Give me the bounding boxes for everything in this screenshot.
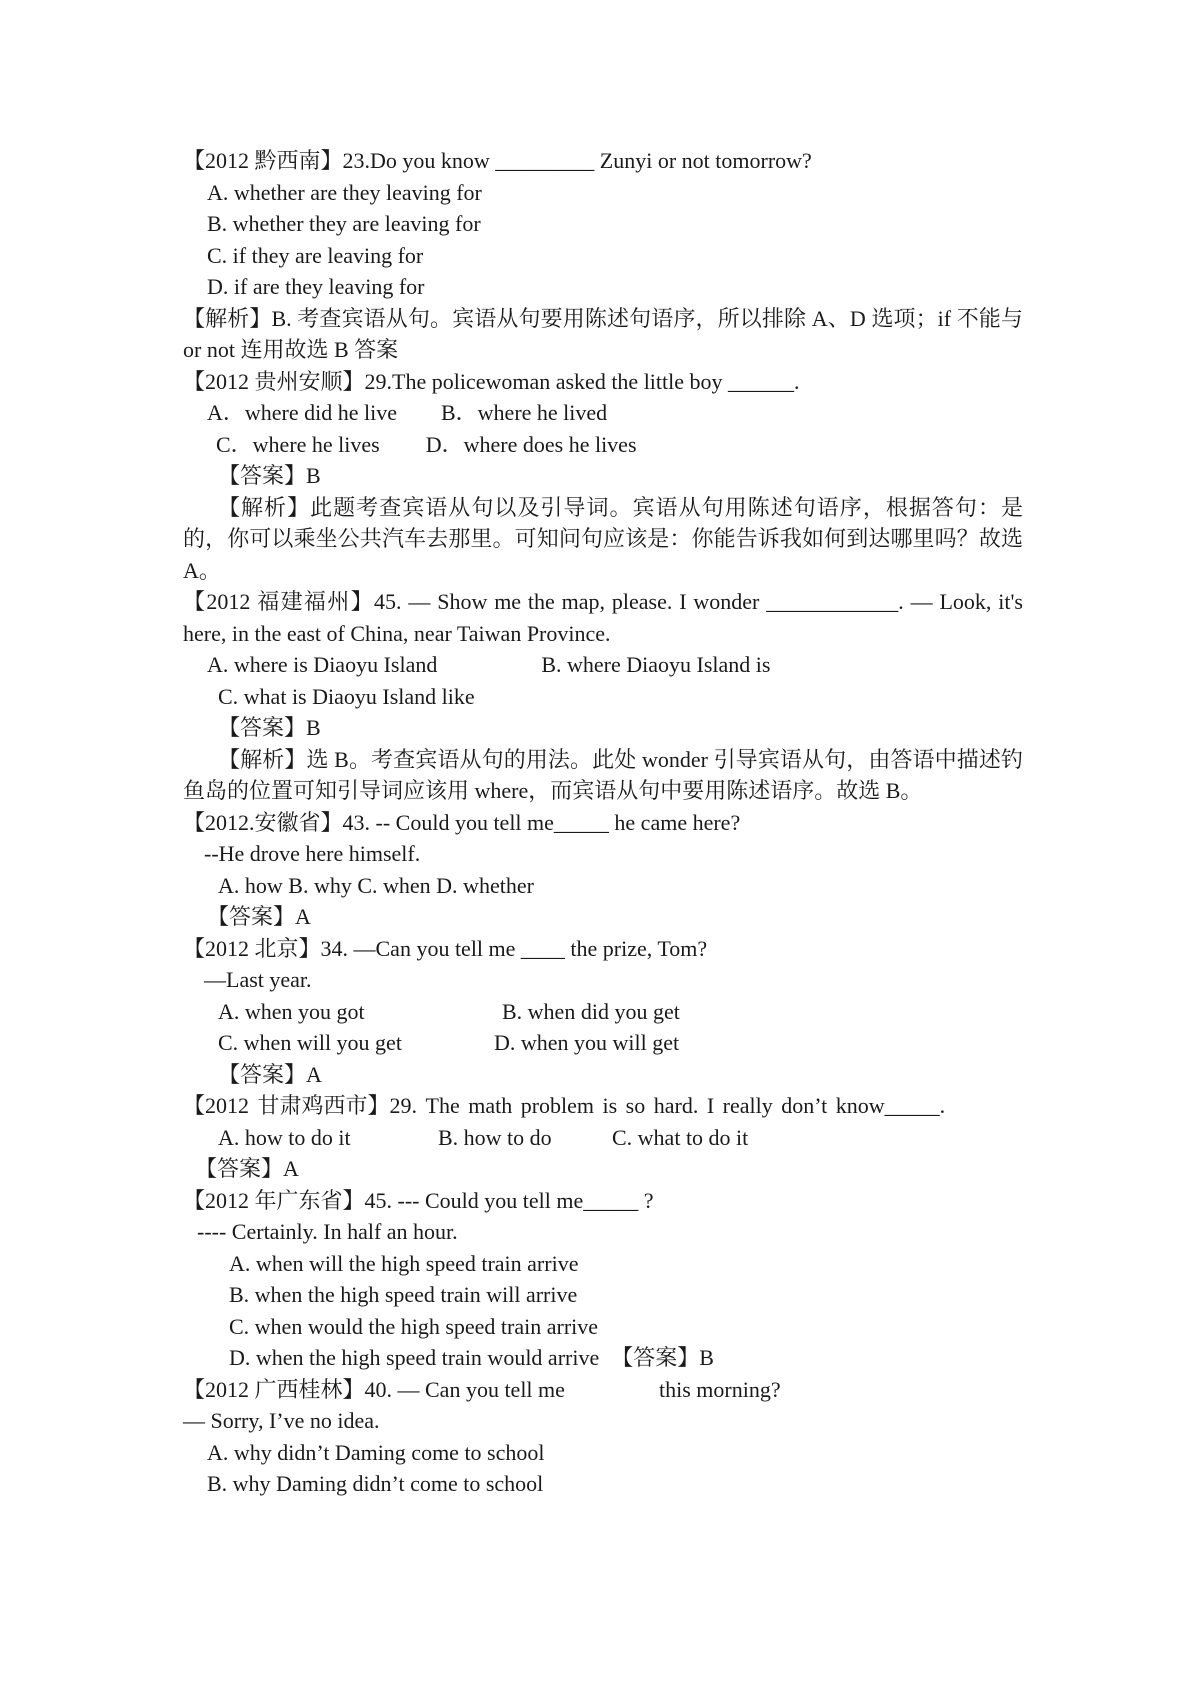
question-header: 【2012 贵州安顺】29.The policewoman asked the little boy ______. bbox=[183, 368, 800, 394]
answer-label: 【答案】B bbox=[218, 463, 321, 488]
option: B. where Diaoyu Island is bbox=[541, 652, 771, 677]
option: B．where he lived bbox=[441, 400, 608, 425]
option: C. if they are leaving for bbox=[207, 242, 424, 268]
question-stem: 【2012 广西桂林】40. — Can you tell me bbox=[183, 1376, 565, 1402]
option: A. when you got bbox=[218, 998, 365, 1024]
question-header: 【2012 甘肃鸡西市】29. The math problem is so hard. I really don’t know_____. bbox=[183, 1093, 946, 1118]
option: A. when will the high speed train arrive bbox=[229, 1250, 579, 1276]
option: A. why didn’t Daming come to school bbox=[207, 1439, 545, 1465]
option-row bbox=[183, 996, 1023, 1028]
option: B. when did you get bbox=[502, 998, 680, 1024]
answer-label: 【答案】A bbox=[195, 1156, 299, 1181]
option: A. how B. why C. when D. whether bbox=[218, 872, 534, 898]
document-page bbox=[183, 145, 1023, 1500]
option: D. when the high speed train would arrive bbox=[229, 1345, 600, 1370]
question-header: 【2012.安徽省】43. -- Could you tell me_____ he came here? bbox=[183, 809, 741, 835]
dialogue-line: --He drove here himself. bbox=[204, 841, 421, 866]
answer-label: 【答案】A bbox=[218, 1061, 322, 1087]
option: C. what is Diaoyu Island like bbox=[218, 683, 475, 709]
dialogue-line: —Last year. bbox=[204, 967, 312, 992]
question-header bbox=[183, 1374, 1023, 1406]
option: C. what to do it bbox=[612, 1124, 749, 1150]
question-header: 【2012 北京】34. —Can you tell me ____ the prize, Tom? bbox=[183, 935, 708, 961]
option: B. how to do bbox=[438, 1124, 552, 1150]
answer-label: 【答案】B bbox=[218, 715, 321, 740]
analysis-text: 【解析】B. 考查宾语从句。宾语从句要用陈述句语序，所以排除 A、D 选项；if 不能与 or not 连用故选 B 答案 bbox=[183, 305, 1023, 362]
option: C. when would the high speed train arrive bbox=[229, 1313, 599, 1339]
option: B. whether they are leaving for bbox=[207, 211, 481, 236]
answer-label: 【答案】A bbox=[207, 904, 311, 929]
analysis-text: 【解析】选 B。考查宾语从句的用法。此处 wonder 引导宾语从句，由答语中描述钓鱼岛的位置可知引导词应该用 where，而宾语从句中要用陈述语序。故选 B。 bbox=[183, 746, 1023, 803]
option-row bbox=[183, 1122, 1023, 1154]
option-row bbox=[183, 429, 1023, 461]
dialogue-line: — Sorry, I’ve no idea. bbox=[183, 1408, 380, 1433]
option-row bbox=[183, 1342, 1023, 1374]
question-header: 【2012 福建福州】45. — Show me the map, please. I wonder ____________. — Look, it's here, in the east of China, near Taiwan Province. bbox=[183, 589, 1023, 646]
option: D. if are they leaving for bbox=[207, 274, 425, 299]
answer-label: 【答案】B bbox=[611, 1345, 714, 1370]
option: A. where is Diaoyu Island bbox=[207, 652, 438, 677]
option-row bbox=[183, 397, 1023, 429]
question-header: 【2012 黔西南】23.Do you know _________ Zunyi or not tomorrow? bbox=[183, 148, 812, 173]
option: A. how to do it bbox=[218, 1124, 351, 1150]
option: C．where he lives bbox=[216, 431, 380, 457]
option: A．where did he live bbox=[207, 400, 397, 425]
option: B. why Daming didn’t come to school bbox=[207, 1471, 544, 1496]
option: A. whether are they leaving for bbox=[207, 179, 482, 205]
option: C. when will you get bbox=[218, 1030, 402, 1055]
dialogue-line: ---- Certainly. In half an hour. bbox=[197, 1219, 458, 1244]
option: B. when the high speed train will arrive bbox=[229, 1282, 578, 1307]
option-row bbox=[183, 1027, 1023, 1059]
option: D. when you will get bbox=[494, 1030, 680, 1055]
question-stem-tail: this morning? bbox=[659, 1376, 781, 1402]
option-row bbox=[183, 649, 1023, 681]
option: D．where does he lives bbox=[425, 431, 637, 457]
question-header: 【2012 年广东省】45. --- Could you tell me_____ ? bbox=[183, 1187, 654, 1213]
analysis-text: 【解析】此题考查宾语从句以及引导词。宾语从句用陈述句语序，根据答句：是的，你可以乘坐公共汽车去那里。可知问句应该是：你能告诉我如何到达哪里吗？故选 A。 bbox=[183, 494, 1023, 583]
